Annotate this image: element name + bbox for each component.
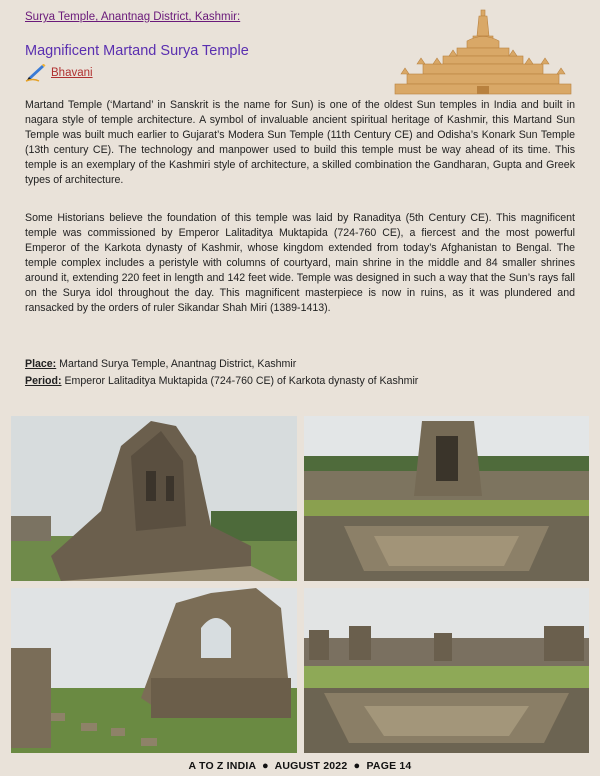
bullet-icon: ● <box>353 760 361 772</box>
author-byline <box>25 63 93 83</box>
footer-page: PAGE 14 <box>366 760 412 772</box>
period-line <box>25 374 418 389</box>
place-label: Place: <box>25 358 57 370</box>
temple-photo-main-shrine <box>11 416 297 581</box>
page-title: Magnificent Martand Surya Temple <box>25 43 249 59</box>
author-link[interactable]: Bhavani <box>51 67 93 79</box>
pen-icon <box>25 64 47 82</box>
footer-issue: AUGUST 2022 <box>274 760 348 772</box>
page-footer <box>0 760 600 772</box>
bullet-icon: ● <box>261 760 269 772</box>
temple-stupa-icon <box>393 8 575 96</box>
temple-photo-arched-ruins <box>11 588 297 753</box>
temple-photo-stepped-tank <box>304 416 589 581</box>
section-link[interactable]: Surya Temple, Anantnag District, Kashmir: <box>25 11 241 23</box>
history-paragraph: Some Historians believe the foundation of this temple was laid by Ranaditya (5th Century CE). This magnificent temple was commissioned by Emperor Lalitaditya Muktapida (724-760 CE), a fiercest and the most powerful Emperor of the Karkota dynasty of Kashmir, whose kingdom extended from today’s Afghanistan to Bengal. The temple complex includes a peristyle with columns of courtyard, main shrine in the middle and 84 smaller shrines around it, extending 220 feet in length and 142 feet wide. Temple was designed in such a way that the Sun’s rays fall on the Surya idol throughout the day. This magnificent masterpiece is now in ruins, as it was plundered and ransacked by the orders of ruler Sikandar Shah Miri (1389-1413). <box>25 212 575 314</box>
period-value: Emperor Lalitaditya Muktapida (724-760 CE) of Karkota dynasty of Kashmir <box>64 375 419 387</box>
intro-paragraph: Martand Temple (‘Martand’ in Sanskrit is the name for Sun) is one of the oldest Sun temples in India and built in nagara style of temple architecture. A symbol of invaluable ancient spiritual heritage of Kashmir, this Martand Sun Temple was built much earlier to Gujarat’s Modera Sun Temple (11th Century CE) and Odisha’s Konark Sun Temple (13th century CE). The technology and manpower used to build this temple must be way ahead of its time. This temple is an exemplary of the Kashmiri style of architecture, a skilled combination the Gandharan, Gupta and Greek types of architecture. <box>25 99 575 186</box>
period-label: Period: <box>25 375 62 387</box>
footer-publication: A TO Z INDIA <box>188 760 256 772</box>
place-value: Martand Surya Temple, Anantnag District, Kashmir <box>59 358 297 370</box>
temple-photo-courtyard <box>304 588 589 753</box>
place-line <box>25 357 296 372</box>
